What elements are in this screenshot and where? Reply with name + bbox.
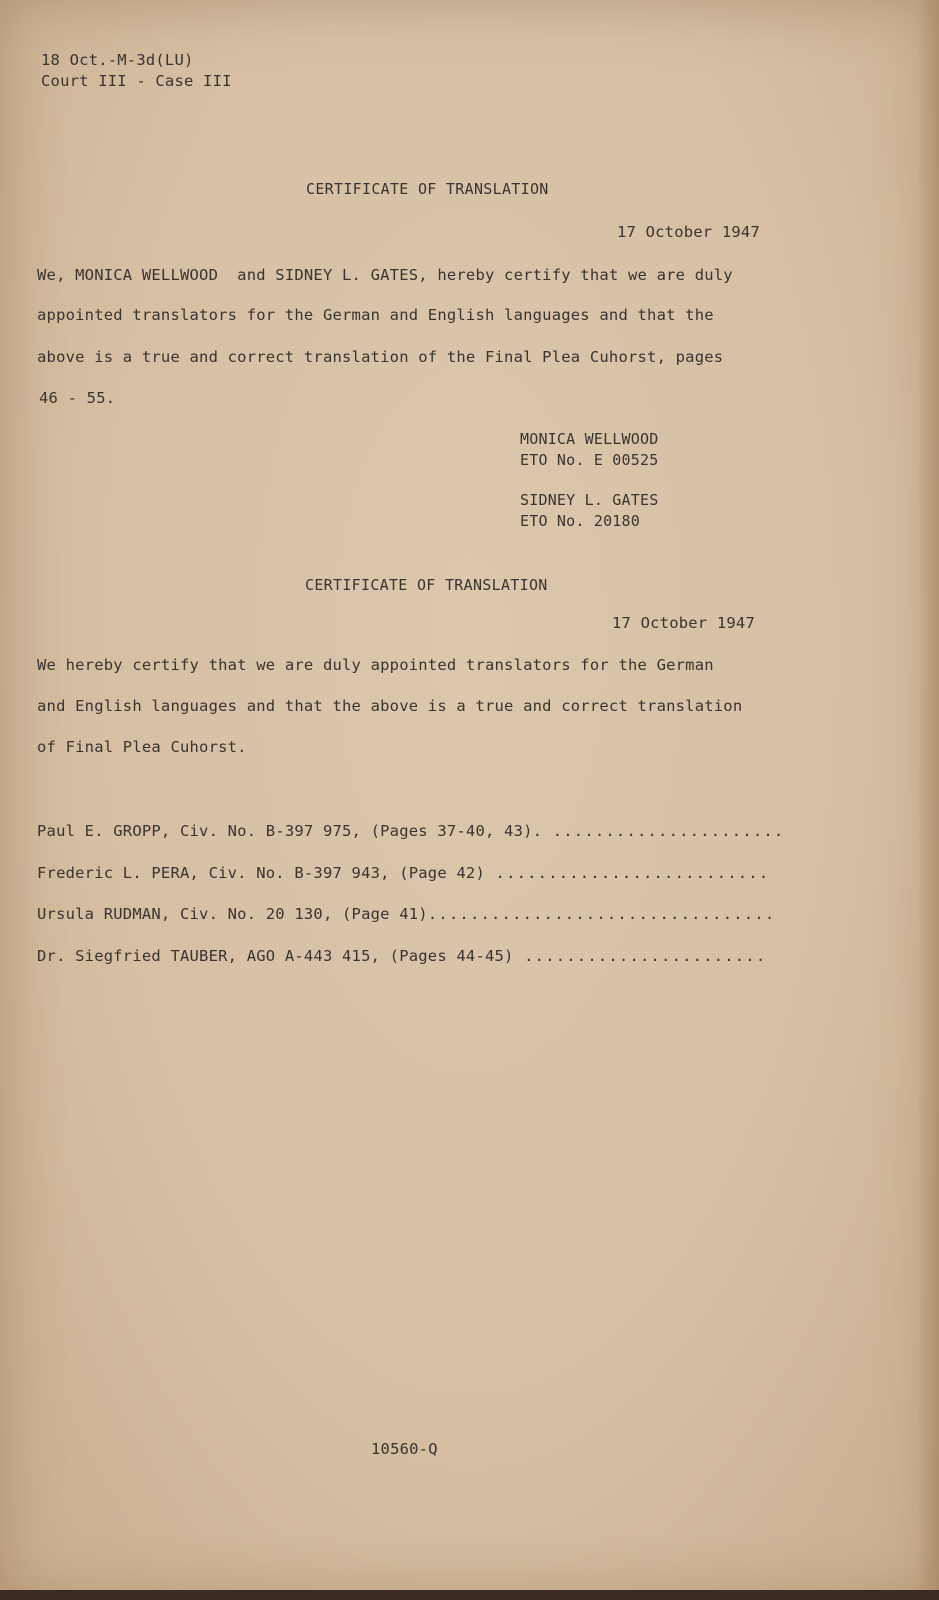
certificate-title: CERTIFICATE OF TRANSLATION [305,576,548,594]
certificate-date: 17 October 1947 [617,223,760,241]
signature-id: ETO No. 20180 [520,512,640,530]
translator-entry [37,864,769,882]
signature-id: ETO No. E 00525 [520,451,659,469]
translator-entry [37,947,766,965]
translator-text: Ursula RUDMAN, Civ. No. 20 130, (Page 41) [37,905,428,923]
certificate-body-line: of Final Plea Cuhorst. [37,738,247,756]
certificate-body-line: above is a true and correct translation of the Final Plea Cuhorst, pages [37,348,724,366]
certificate-body-line: We hereby certify that we are duly appointed translators for the German [37,656,714,674]
signature-name: MONICA WELLWOOD [520,430,659,448]
leader-dots: ...................... [542,822,785,840]
translator-text: Frederic L. PERA, Civ. No. B-397 943, (Page 42) [37,864,485,882]
certificate-body-line: We, MONICA WELLWOOD and SIDNEY L. GATES, hereby certify that we are duly [37,266,733,284]
translator-text: Dr. Siegfried TAUBER, AGO A-443 415, (Pages 44-45) [37,947,514,965]
signature-name: SIDNEY L. GATES [520,491,659,509]
certificate-body-line: appointed translators for the German and English languages and that the [37,306,714,324]
certificate-date: 17 October 1947 [612,614,755,632]
translator-entry [37,822,784,840]
leader-dots: ....................... [513,947,767,965]
leader-dots: ................................. [427,905,776,923]
certificate-title: CERTIFICATE OF TRANSLATION [306,180,549,198]
header-court-case: Court III - Case III [41,72,232,90]
page-number: 10560-Q [371,1440,438,1458]
certificate-body-line: 46 - 55. [39,389,116,407]
translator-text: Paul E. GROPP, Civ. No. B-397 975, (Pages 37-40, 43). [37,822,543,840]
paper-bottom-edge [0,1590,939,1600]
certificate-body-line: and English languages and that the above is a true and correct translation [37,697,743,715]
translator-entry [37,905,775,923]
paper-edge-shadow [917,0,939,1600]
header-reference: 18 Oct.-M-3d(LU) [41,51,194,69]
leader-dots: .......................... [485,864,770,882]
